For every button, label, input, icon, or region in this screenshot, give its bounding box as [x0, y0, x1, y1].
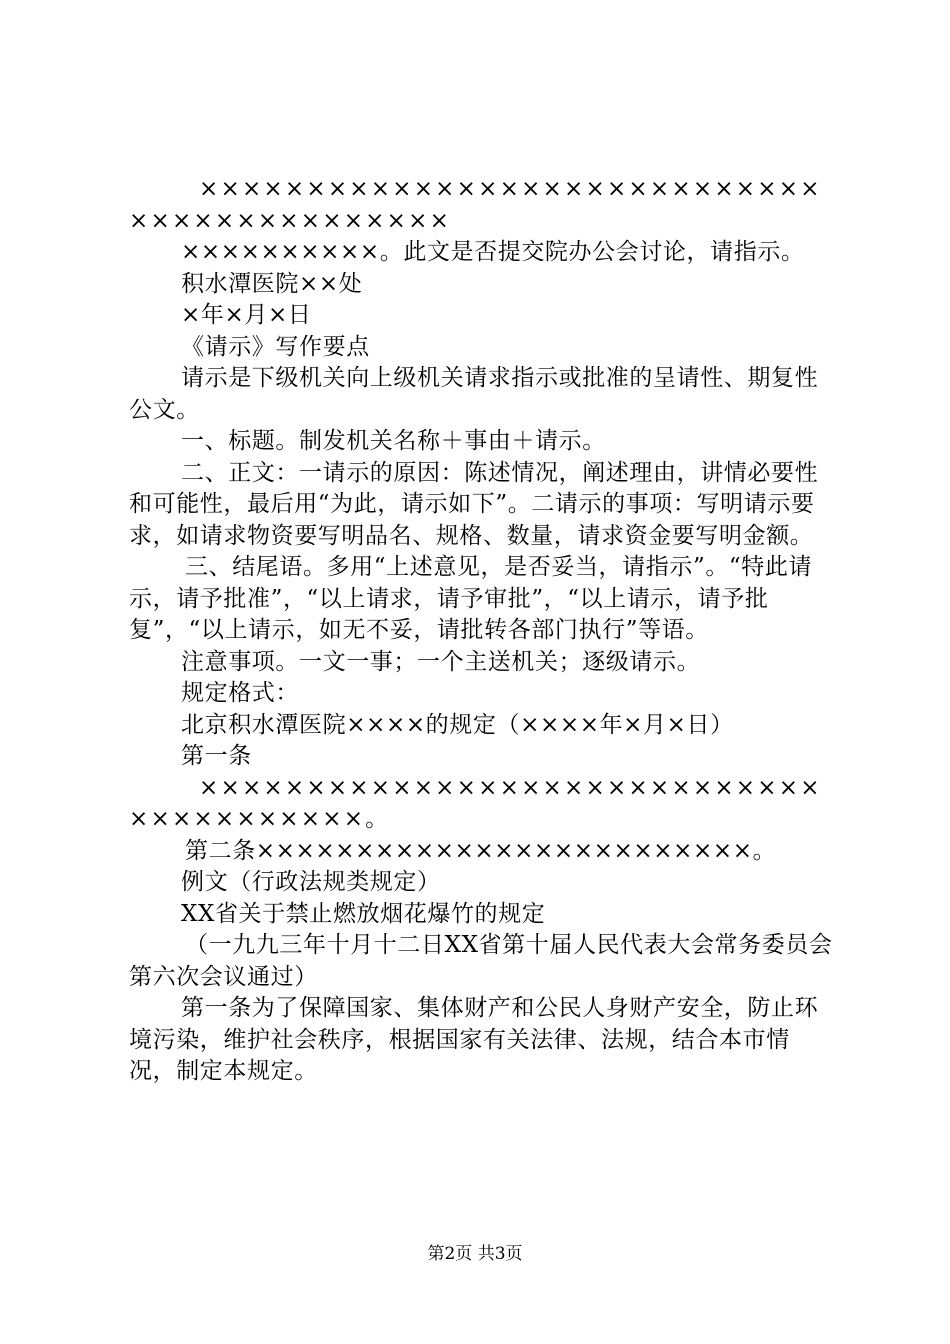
paragraph-format-title: 北京积水潭医院××××的规定（××××年×月×日）	[181, 711, 734, 738]
paragraph-article-one-label: 第一条	[181, 743, 252, 769]
paragraph-format-heading: 规定格式：	[181, 680, 299, 706]
paragraph-notes: 注意事项。一文一事；一个主送机关；逐级请示。	[181, 648, 701, 675]
paragraph-article-two: 第二条×××××××××××××××××××××××××。	[185, 837, 777, 864]
paragraph-example-heading: 例文（行政法规类规定）	[181, 869, 441, 895]
paragraph-signature-date: ×年×月×日	[181, 302, 312, 328]
paragraph-body-rule: 二、正文：一请示的原因：陈述情况，阐述理由，讲情必要性和可能性，最后用“为此，请示如下”。二请示的事项：写明请示要求，如请求物资要写明品名、规格、数量，请求资金要写明金额。	[129, 459, 819, 549]
document-body	[129, 174, 833, 1088]
paragraph-closing-rule: 三、结尾语。多用“上述意见，是否妥当，请指示”。“特此请示，请予批准”，“以上请求，请予审批”，“以上请示，请予批复”，“以上请示，如无不妥，请批转各部门执行”等语。	[129, 554, 813, 643]
paragraph-signature-department: 积水潭医院××处	[181, 270, 363, 297]
paragraph-example-title: XX省关于禁止燃放烟花爆竹的规定	[181, 900, 546, 927]
paragraph-example-adoption: （一九九三年十月十二日XX省第十届人民代表大会常务委员会第六次会议通过）	[129, 932, 833, 990]
paragraph-definition: 请示是下级机关向上级机关请求指示或批准的呈请性、期复性公文。	[129, 365, 819, 423]
paragraph-title-rule: 一、标题。制发机关名称＋事由＋请示。	[181, 428, 606, 454]
paragraph-example-article-one: 第一条为了保障国家、集体财产和公民人身财产安全，防止环境污染，维护社会秩序，根据国家有关法律、法规，结合本市情况，制定本规定。	[129, 995, 819, 1084]
paragraph-placeholder-2: ××××××××××××××××××××××××××××××××××××××××。	[129, 774, 822, 832]
section-heading-writing-points: 《请示》写作要点	[181, 333, 370, 360]
page-number-footer: 第2页 共3页	[427, 1244, 523, 1264]
paragraph-submit-request: ××××××××××。此文是否提交院办公会讨论，请指示。	[181, 239, 805, 265]
paragraph-placeholder-1: ××××××××××××××××××××××××××××××××××××××××××××	[129, 176, 822, 234]
